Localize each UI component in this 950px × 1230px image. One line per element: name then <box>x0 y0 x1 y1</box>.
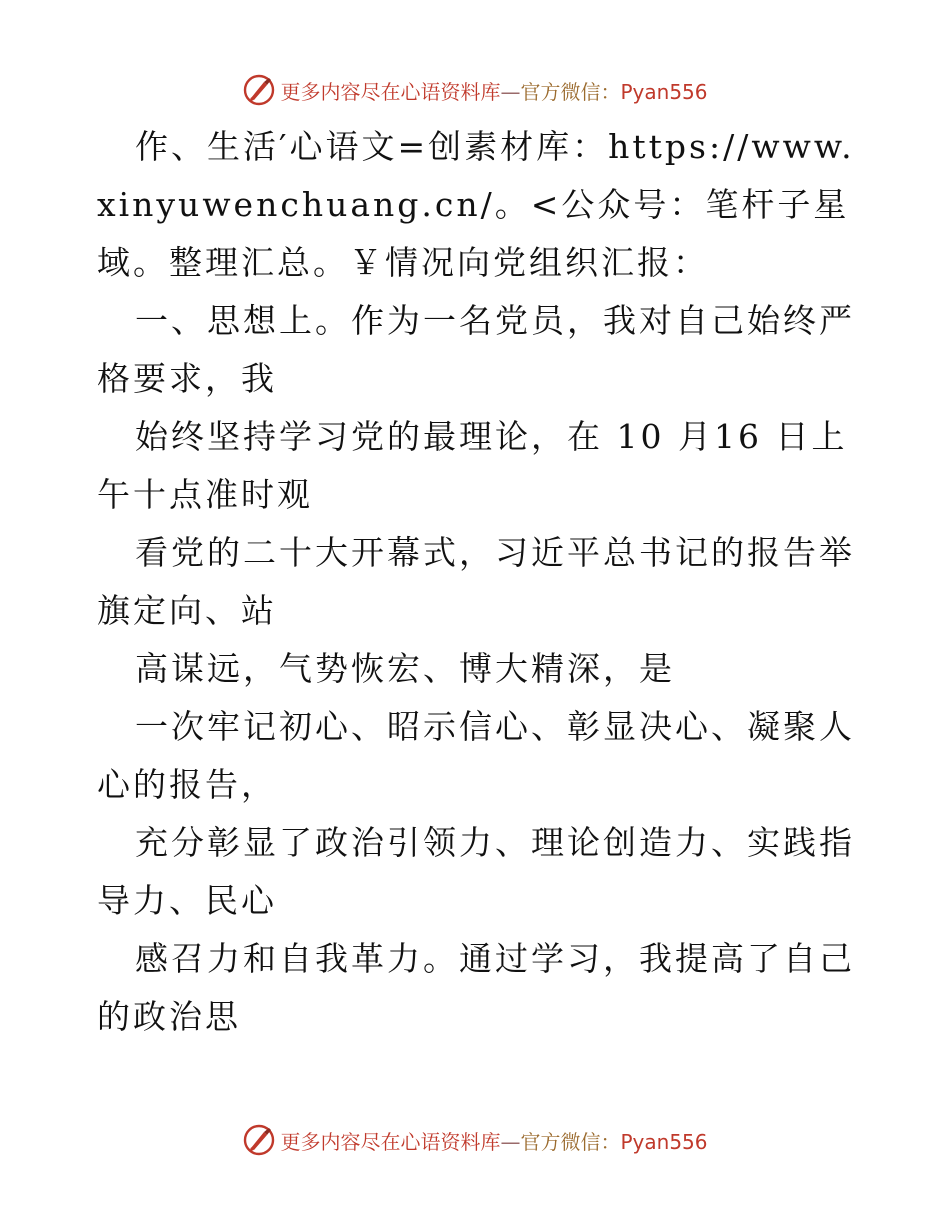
paragraph: 始终坚持学习党的最理论，在 10 月16 日上午十点准时观 <box>97 417 848 514</box>
banner-dash: — <box>500 79 521 104</box>
paragraph: 高谋远，气势恢宏、博大精深，是 <box>135 649 675 688</box>
header-watermark-banner <box>0 70 950 110</box>
paragraph: 一次牢记初心、昭示信心、彰显决心、凝聚人心的报告， <box>97 707 855 804</box>
banner-text <box>280 76 707 105</box>
banner-dash: — <box>500 1129 521 1154</box>
banner-wechat-label: 官方微信： <box>520 79 621 104</box>
paragraph: 感召力和自我革力。通过学习，我提高了自己的政治思 <box>97 939 855 1036</box>
banner-text <box>280 1126 707 1155</box>
banner-wechat-id: Pyan556 <box>620 79 708 104</box>
paragraph: 看党的二十大开幕式，习近平总书记的报告举旗定向、站 <box>97 533 855 630</box>
banner-main-text: 更多内容尽在心语资料库 <box>280 79 501 104</box>
paragraph: 作、生活′心语文=创素材库：https://www.xinyuwenchuang.cn/。<公众号：笔杆子星域。整理汇总。￥情况向党组织汇报： <box>97 127 855 282</box>
banner-wechat-id: Pyan556 <box>620 1129 708 1154</box>
paragraph: 一、思想上。作为一名党员，我对自己始终严格要求，我 <box>97 301 855 398</box>
document-body <box>97 118 857 1046</box>
paragraph: 充分彰显了政治引领力、理论创造力、实践指导力、民心 <box>97 823 855 920</box>
quill-pen-circle-icon <box>242 1123 276 1157</box>
banner-main-text: 更多内容尽在心语资料库 <box>280 1129 501 1154</box>
quill-pen-circle-icon <box>242 73 276 107</box>
banner-wechat-label: 官方微信： <box>520 1129 621 1154</box>
footer-watermark-banner <box>0 1120 950 1160</box>
